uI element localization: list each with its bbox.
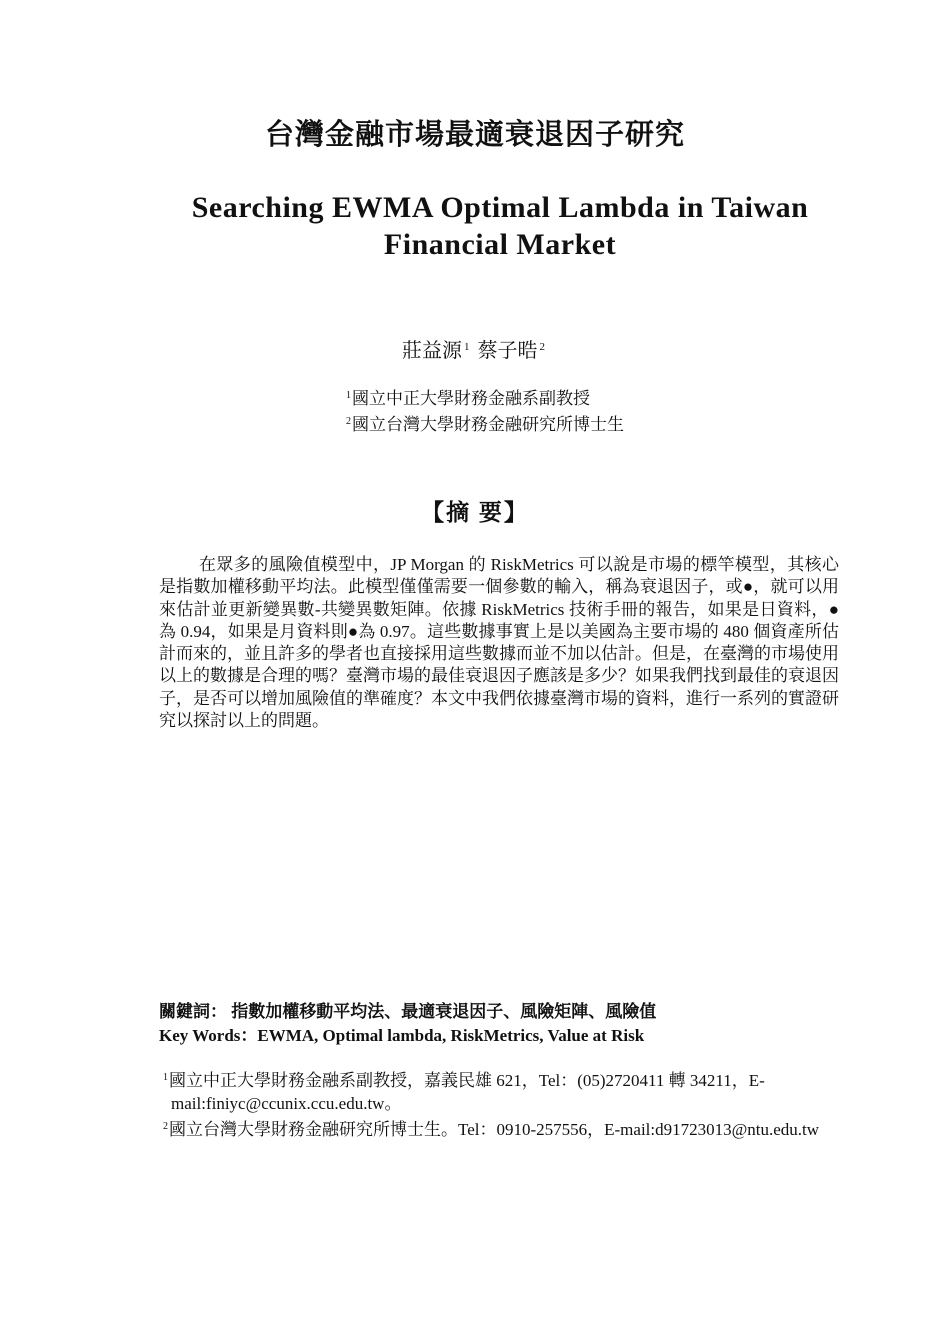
footnote-1: $^1$國立中正大學財務金融系副教授，嘉義民雄 621，Tel：(05)2720411 轉 34211，E-mail:finiyc@ccunix.ccu.edu.tw。 [163,1071,765,1113]
author-line [0,334,950,363]
abstract-heading: 【摘 要】 [421,500,529,525]
english-title: Searching EWMA Optimal Lambda in Taiwan Financial Market [191,191,809,261]
footnote-2: $^2$國立台灣大學財務金融研究所博士生。Tel：0910-257556，E-mail:d91723013@ntu.edu.tw [163,1120,820,1139]
keywords-chinese: 關鍵詞： 指數加權移動平均法、最適衰退因子、風險矩陣、風險值 [159,1002,657,1021]
affiliations [346,384,624,436]
affiliation-2: $^2$國立台灣大學財務金融研究所博士生 [346,415,624,434]
affiliation-1: $^1$國立中正大學財務金融系副教授 [346,389,590,408]
chinese-title: 台灣金融市場最適衰退因子研究 [264,119,685,151]
author-name: 蔡子晧 [477,340,538,362]
affiliation-mark: 2 [539,341,545,353]
keywords-english: Key Words：EWMA, Optimal lambda, RiskMetrics, Value at Risk [159,1026,645,1045]
author-name: 莊益源 [402,340,462,362]
abstract-body: 在眾多的風險值模型中，JP Morgan 的 RiskMetrics 可以說是市場的標竿模型，其核心是指數加權移動平均法。此模型僅僅需要一個參數的輸入，稱為衰退因子，或●，就可以用來估計並更新變異數-共變異數矩陣。依據 RiskMetrics 技術手冊的報告，如果是日資料，●為 0.94，如果是月資料則●為 0.97。這些數據事實上是以美國為主要市場的 480 個資產所估計而來的，並且許多的學者也直接採用這些數據而並不加以估計。但是，在臺灣的市場使用以上的數據是合理的嗎？臺灣市場的最佳衰退因子應該是多少？如果我們找到最佳的衰退因子，是否可以增加風險值的準確度？本文中我們依據臺灣市場的資料，進行一系列的實證研究以探討以上的問題。 [159,555,839,731]
keywords-block [159,1000,656,1048]
footnotes [159,1066,849,1141]
affiliation-mark: 1 [464,341,470,353]
